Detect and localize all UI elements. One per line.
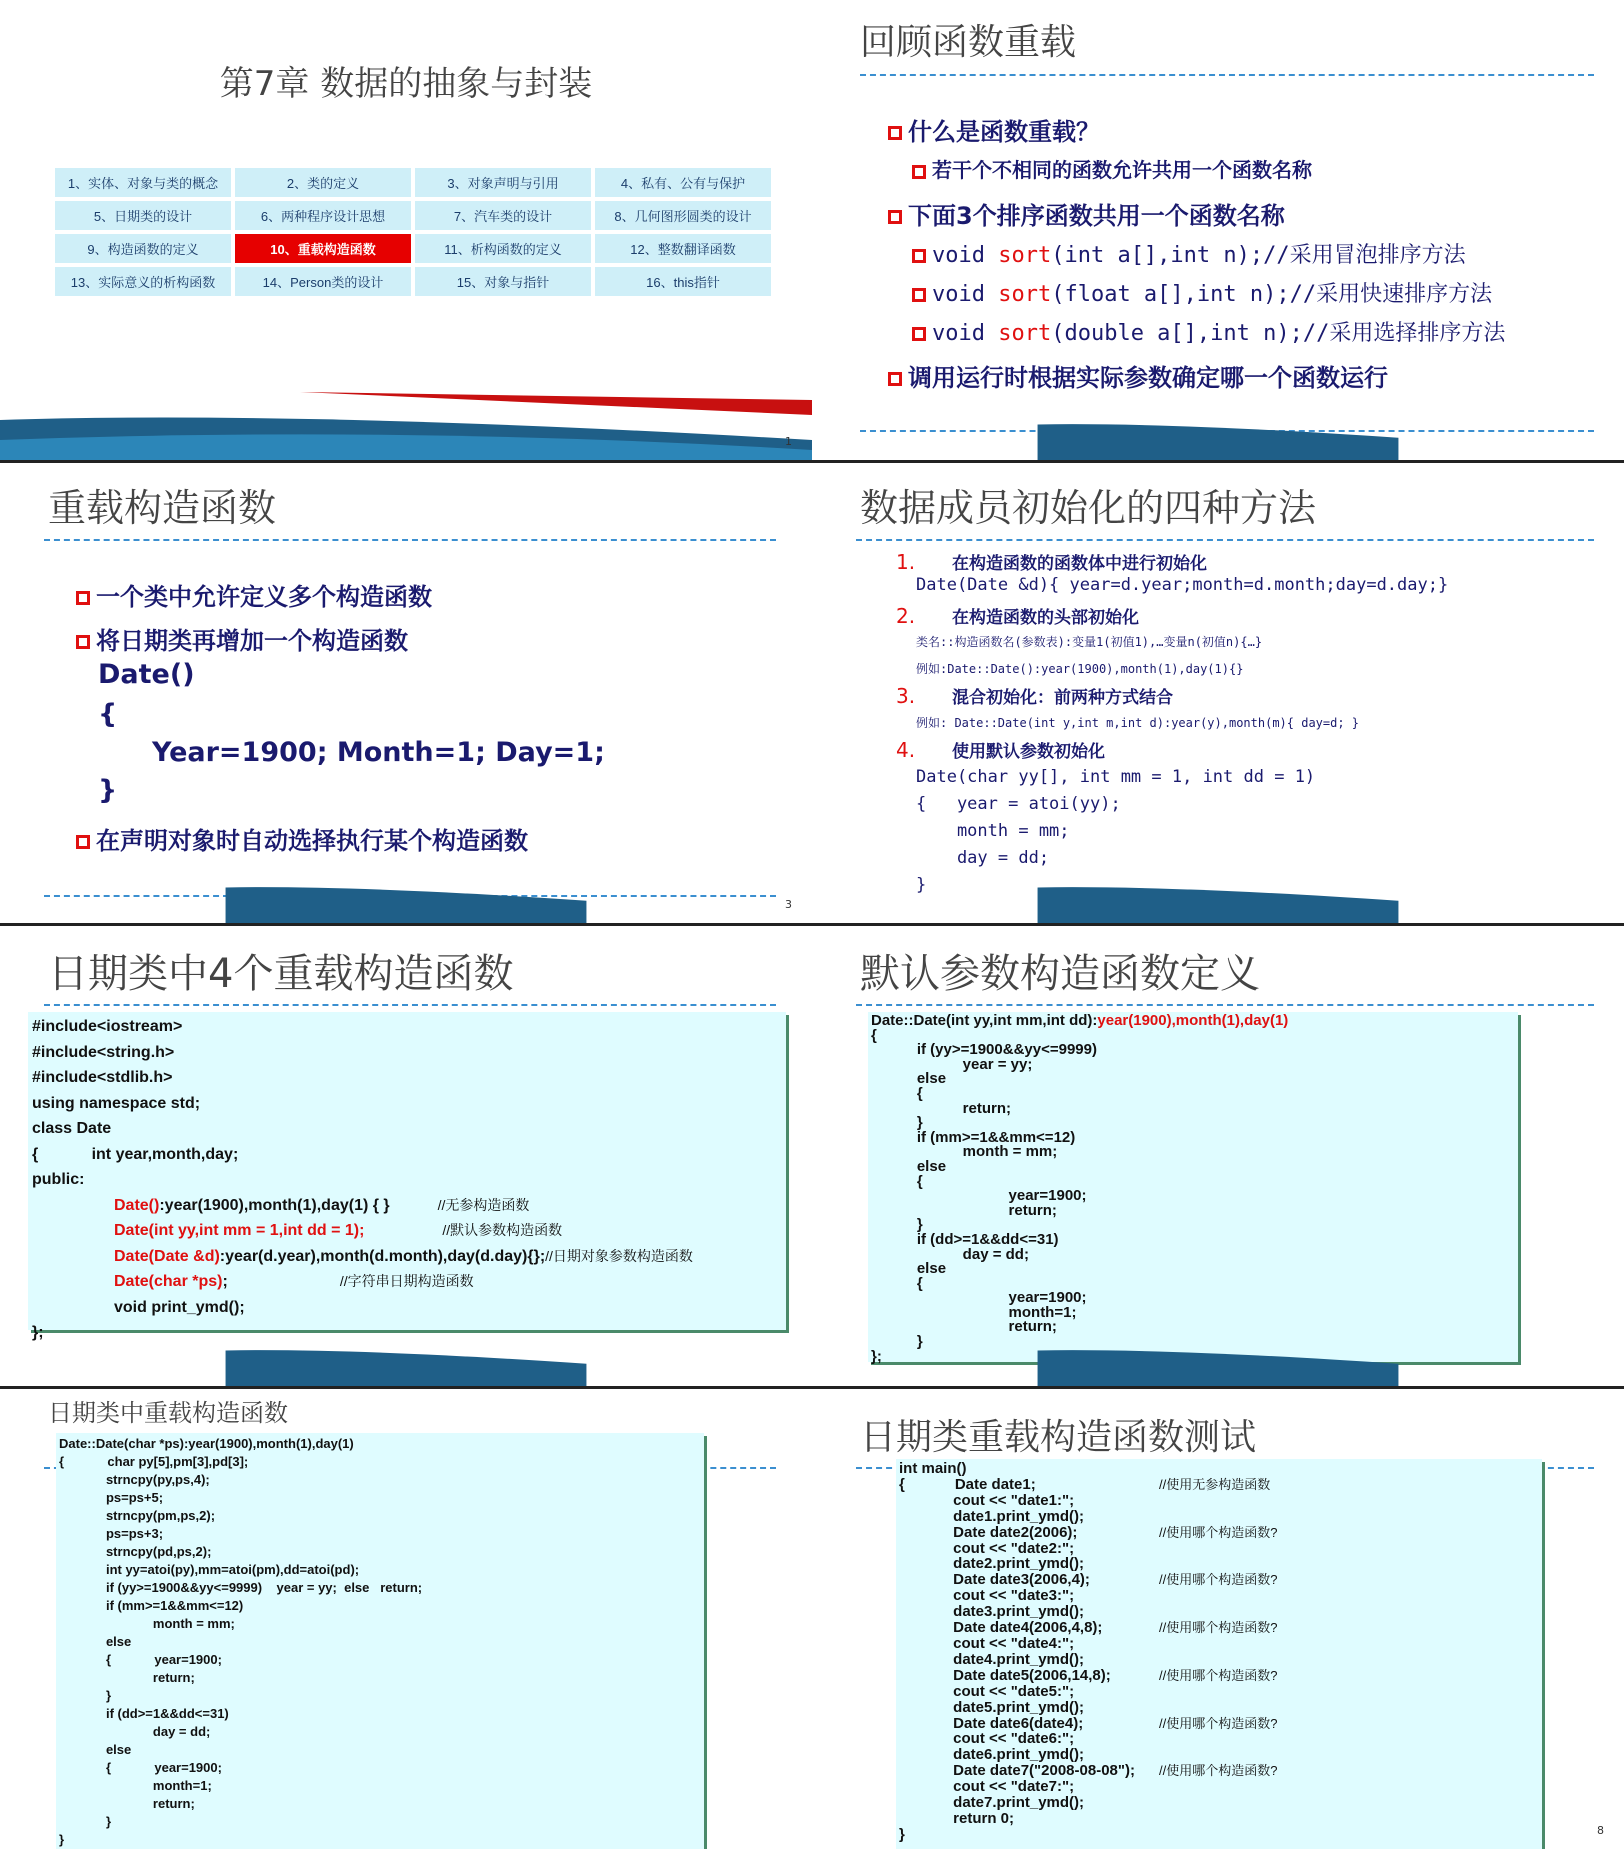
code-line <box>899 1525 1539 1541</box>
code-text: :year(1900),month(1),day(1) { } <box>159 1196 390 1214</box>
code-line: month=1; <box>871 1303 1077 1321</box>
code-line: ps=ps+3; <box>59 1526 164 1541</box>
code-line: } <box>916 875 927 895</box>
code-text: year(1900),month(1),day(1) <box>1097 1012 1289 1029</box>
comment-text: //使用哪个构造函数? <box>1159 1667 1278 1683</box>
code-line <box>899 1763 1539 1779</box>
toc-item[interactable]: 7、汽车类的设计 <box>415 201 591 230</box>
slide-title: 日期类中重载构造函数 <box>48 1399 288 1427</box>
divider <box>44 539 776 541</box>
slide-8[interactable] <box>812 1389 1624 1849</box>
toc-item[interactable]: 1、实体、对象与类的概念 <box>55 168 231 197</box>
code-text: 例如:Date::Date():year(1900),month(1),day(1){} <box>916 662 1244 676</box>
bullet-text: 在声明对象时自动选择执行某个构造函数 <box>96 827 528 855</box>
slide-footer-wave <box>812 420 1624 460</box>
code-line <box>899 1700 1539 1716</box>
toc-item[interactable]: 13、实际意义的析构函数 <box>55 267 231 296</box>
slide-footer-wave <box>812 883 1624 923</box>
item-number: 3. <box>896 684 916 708</box>
slide-footer-wave <box>0 370 812 460</box>
code-line: Date(char yy[], int mm = 1, int dd = 1) <box>916 767 1316 787</box>
code-line <box>899 1811 1539 1827</box>
comment-text: //使用哪个构造函数? <box>1159 1572 1278 1588</box>
method-3 <box>896 683 1448 710</box>
comment-text: //使用无参构造函数 <box>1159 1476 1271 1492</box>
code-line <box>899 1477 1539 1493</box>
code-line: if (yy>=1900&&yy<=9999) <box>871 1041 1097 1059</box>
code-line: month = mm; <box>871 1143 1058 1161</box>
bullet-2 <box>76 621 408 656</box>
code-line <box>899 1541 1539 1557</box>
square-bullet-icon <box>888 210 902 224</box>
divider <box>856 539 1594 541</box>
toc-item[interactable]: 12、整数翻译函数 <box>595 234 771 263</box>
slide-title: 回顾函数重载 <box>860 22 1077 63</box>
code-text: (float a[],int n);//采用快速排序方法 <box>1051 282 1493 307</box>
comment-text: //默认参数构造函数 <box>442 1222 563 1238</box>
code-row <box>32 1218 782 1244</box>
code-text: void <box>932 243 999 268</box>
code-text: int main() <box>899 1460 967 1477</box>
code-text: cout << "date4:"; <box>899 1634 1075 1652</box>
code-line: #include<stdlib.h> <box>32 1069 173 1086</box>
code-line <box>899 1556 1539 1572</box>
method-4 <box>896 737 1448 764</box>
slide-2[interactable] <box>812 0 1624 460</box>
bullet-1a <box>912 154 1312 183</box>
slide-footer-wave <box>0 1346 812 1386</box>
toc-item[interactable]: 3、对象声明与引用 <box>415 168 591 197</box>
comment-text: //使用哪个构造函数? <box>1159 1524 1278 1540</box>
comment-text: //使用哪个构造函数? <box>1159 1620 1278 1636</box>
code-line: { <box>871 1172 923 1190</box>
code-text: cout << "date7:"; <box>899 1778 1075 1796</box>
bullet-text: 一个类中允许定义多个构造函数 <box>96 583 432 611</box>
code-line: } <box>59 1832 65 1847</box>
toc-item[interactable]: 14、Person类的设计 <box>235 267 411 296</box>
code-line: if (mm>=1&&mm<=12) <box>871 1128 1076 1146</box>
code-line: day = dd; <box>59 1724 211 1739</box>
comment-text: //使用哪个构造函数? <box>1159 1763 1278 1779</box>
square-bullet-icon <box>888 372 902 386</box>
code-text: Date(int yy,int mm = 1,int dd = 1); <box>114 1222 365 1239</box>
code-text: cout << "date6:"; <box>899 1730 1075 1748</box>
code-text: Date date2(2006); <box>899 1523 1078 1541</box>
item-heading: 使用默认参数初始化 <box>952 742 1105 762</box>
code-line <box>899 1604 1539 1620</box>
code-line: } <box>871 1114 923 1132</box>
code-line <box>899 1620 1539 1636</box>
code-text: date7.print_ymd(); <box>899 1794 1085 1812</box>
toc-item[interactable]: 5、日期类的设计 <box>55 201 231 230</box>
code-text: cout << "date3:"; <box>899 1587 1075 1605</box>
code-text: cout << "date2:"; <box>899 1539 1075 1557</box>
slide-title: 第7章 数据的抽象与封装 <box>219 64 593 104</box>
bullet-1 <box>888 112 1100 147</box>
code-row: void print_ymd(); <box>114 1298 245 1316</box>
code-line: { <box>871 1274 923 1292</box>
bullet-3 <box>76 821 528 856</box>
divider <box>856 1004 1594 1006</box>
code-line: if (dd>=1&&dd<=31) <box>871 1230 1059 1248</box>
code-row <box>32 1193 782 1219</box>
code-text: cout << "date1:"; <box>899 1491 1075 1509</box>
code-head <box>871 1014 1515 1029</box>
code-text: } <box>899 1825 905 1843</box>
method-1 <box>896 549 1448 575</box>
code-line: } <box>871 1216 923 1234</box>
slide-title: 重载构造函数 <box>48 486 277 530</box>
code-line <box>899 1827 1539 1843</box>
code-line: else <box>871 1157 947 1175</box>
code-line: int yy=atoi(py),mm=atoi(pm),dd=atoi(pd); <box>59 1562 360 1577</box>
divider <box>44 1004 776 1006</box>
code-l2: { <box>98 699 118 730</box>
code-line: }; <box>871 1347 882 1365</box>
code-line-3 <box>912 316 1505 347</box>
code-text: Date date6(date4); <box>899 1714 1084 1732</box>
code-text: date3.print_ymd(); <box>899 1603 1085 1621</box>
code-line: { <box>871 1026 877 1044</box>
slide-3[interactable] <box>0 463 812 923</box>
code-text: date4.print_ymd(); <box>899 1650 1085 1668</box>
square-bullet-icon <box>912 249 926 263</box>
bullet-3 <box>888 358 1388 393</box>
code-block <box>896 764 1448 899</box>
code-line: month = mm; <box>916 821 1070 841</box>
code-line <box>899 1795 1539 1811</box>
code-line <box>899 1747 1539 1763</box>
code-text: void <box>932 321 999 346</box>
code-line: year = yy; <box>871 1055 1033 1073</box>
item-heading: 在构造函数的函数体中进行初始化 <box>952 554 1207 574</box>
code-text: (double a[],int n);//采用选择排序方法 <box>1051 321 1506 346</box>
code-line: ps=ps+5; <box>59 1490 164 1505</box>
code-text: date5.print_ymd(); <box>899 1698 1085 1716</box>
code-text: return 0; <box>899 1809 1015 1827</box>
code-line: month = mm; <box>59 1616 235 1631</box>
code-line: using namespace std; <box>32 1094 201 1112</box>
bullet-text: 什么是函数重载？ <box>908 118 1100 146</box>
code-line: if (yy>=1900&&yy<=9999) year = yy; else return; <box>59 1580 423 1595</box>
code-text: ; <box>222 1273 228 1290</box>
code-line: strncpy(pm,ps,2); <box>59 1508 216 1523</box>
square-bullet-icon <box>76 635 90 649</box>
code-l3: Year=1900; Month=1; Day=1; <box>152 737 605 768</box>
code-text: Date(Date &d){ year=d.year;month=d.month;day=d.day;} <box>916 575 1449 595</box>
code-text: sort <box>998 321 1052 346</box>
slide-title: 日期类重载构造函数测试 <box>860 1417 1257 1458</box>
square-bullet-icon <box>76 591 90 605</box>
code-line: day = dd; <box>871 1245 1029 1263</box>
code-text: date1.print_ymd(); <box>899 1507 1085 1525</box>
code-line <box>899 1779 1539 1795</box>
code-line: { year=1900; <box>59 1652 222 1667</box>
toc-item[interactable]: 2、类的定义 <box>235 168 411 197</box>
code-lines <box>59 1435 701 1849</box>
code-text: sort <box>998 282 1052 307</box>
code-line <box>899 1509 1539 1525</box>
square-bullet-icon <box>912 288 926 302</box>
slide-4[interactable] <box>812 463 1624 923</box>
code-line: } <box>59 1814 112 1829</box>
page-number: 1 <box>785 435 792 448</box>
code-line: if (mm>=1&&mm<=12) <box>59 1598 244 1613</box>
code-line <box>899 1731 1539 1747</box>
slide-title: 日期类中4个重载构造函数 <box>48 951 514 997</box>
square-bullet-icon <box>76 835 90 849</box>
code-line <box>899 1493 1539 1509</box>
code-line: if (dd>=1&&dd<=31) <box>59 1706 229 1721</box>
slide-footer-wave <box>0 883 812 923</box>
code-text: Date(char *ps) <box>114 1273 223 1290</box>
code-line: else <box>59 1742 132 1757</box>
code-line <box>899 1684 1539 1700</box>
code-line: else <box>871 1070 947 1088</box>
item-number: 4. <box>896 738 916 762</box>
code-line: else <box>59 1634 132 1649</box>
code-line: return; <box>59 1796 195 1811</box>
square-bullet-icon <box>912 327 926 341</box>
code-line: #include<string.h> <box>32 1043 175 1061</box>
slide-title: 数据成员初始化的四种方法 <box>860 486 1317 530</box>
code-line: public: <box>32 1171 85 1188</box>
code-text: date6.print_ymd(); <box>899 1746 1085 1764</box>
code-line <box>899 1636 1539 1652</box>
comment-text: //使用哪个构造函数? <box>1159 1715 1278 1731</box>
code-line <box>899 1572 1539 1588</box>
code-lines <box>899 1461 1539 1843</box>
code-text: Date() <box>114 1196 160 1214</box>
code-box <box>56 1433 704 1849</box>
comment-text: //字符串日期构造函数 <box>339 1273 474 1289</box>
code-line: class Date <box>32 1120 112 1137</box>
code-text: Date date3(2006,4); <box>899 1571 1090 1589</box>
comment-text: //日期对象参数构造函数 <box>545 1247 693 1264</box>
code-line: } <box>59 1688 112 1703</box>
slide-6[interactable] <box>812 926 1624 1386</box>
toc-item[interactable]: 15、对象与指针 <box>415 267 591 296</box>
code-line: { char py[5],pm[3],pd[3]; <box>59 1454 249 1469</box>
code-text: :year(d.year),month(d.month),day(d.day){}; <box>219 1247 546 1265</box>
code-line <box>899 1588 1539 1604</box>
code-line: { <box>871 1084 923 1102</box>
code-line: #include<iostream> <box>32 1018 183 1035</box>
code-l4: } <box>98 775 118 806</box>
item-heading: 混合初始化：前两种方式结合 <box>952 688 1173 708</box>
code-line: { year=1900; <box>59 1760 222 1775</box>
bullet-text: 下面3个排序函数共用一个函数名称 <box>908 202 1285 230</box>
slide-7[interactable] <box>0 1389 812 1849</box>
code-text: sort <box>998 243 1052 268</box>
code-text: Date date4(2006,4,8); <box>899 1619 1103 1637</box>
toc-grid <box>55 168 771 296</box>
comment-text: //无参构造函数 <box>437 1196 530 1213</box>
code-line: Date::Date(char *ps):year(1900),month(1),day(1) <box>59 1436 354 1451</box>
page-number: 8 <box>1597 1824 1604 1837</box>
code-line: { int year,month,day; <box>32 1145 239 1163</box>
code-line <box>899 1461 1539 1477</box>
code-line <box>899 1652 1539 1668</box>
slide-footer-wave <box>812 1346 1624 1386</box>
code-text: Date::Date(int yy,int mm,int dd): <box>871 1012 1098 1029</box>
code-text: date2.print_ymd(); <box>899 1555 1085 1573</box>
toc-item[interactable]: 9、构造函数的定义 <box>55 234 231 263</box>
item-number: 1. <box>896 550 916 574</box>
square-bullet-icon <box>912 165 926 179</box>
code-row <box>32 1244 782 1270</box>
code-box <box>896 1459 1542 1849</box>
code-line <box>899 1716 1539 1732</box>
slide-5[interactable] <box>0 926 812 1386</box>
bullet-2 <box>888 196 1285 231</box>
bullet-text: 将日期类再增加一个构造函数 <box>96 627 408 655</box>
code-line: year=1900; <box>871 1289 1087 1307</box>
code-text: void <box>932 282 999 307</box>
code-text: 例如: Date::Date(int y,int m,int d):year(y),month(m){ day=d; } <box>916 716 1360 730</box>
methods-list <box>896 549 1448 899</box>
item-heading: 在构造函数的头部初始化 <box>952 608 1139 628</box>
code-text: { Date date1; <box>899 1475 1036 1493</box>
code-line: return; <box>871 1099 1012 1117</box>
code-text: Date date5(2006,14,8); <box>899 1666 1111 1684</box>
slide-title: 默认参数构造函数定义 <box>860 951 1260 997</box>
code-line: strncpy(py,ps,4); <box>59 1472 210 1487</box>
bullet-1 <box>76 577 432 612</box>
code-l1: Date() <box>98 659 195 690</box>
toc-item[interactable]: 11、析构函数的定义 <box>415 234 591 263</box>
code-line-1 <box>912 238 1466 269</box>
code-box <box>28 1012 786 1341</box>
code-line: day = dd; <box>916 848 1050 868</box>
code-text: (int a[],int n);//采用冒泡排序方法 <box>1051 243 1466 268</box>
code-text: cout << "date5:"; <box>899 1682 1075 1700</box>
code-row: }; <box>32 1324 44 1341</box>
code-box <box>868 1012 1518 1365</box>
page-number: 3 <box>785 898 792 911</box>
toc-item[interactable]: 8、几何图形圆类的设计 <box>595 201 771 230</box>
code-text: 类名::构造函数名(参数表):变量1(初值1),…变量n(初值n){…} <box>916 635 1263 649</box>
code-lines <box>871 1026 1515 1365</box>
code-line: else <box>871 1260 947 1278</box>
toc-item[interactable]: 16、this指针 <box>595 267 771 296</box>
code-text: Date(Date &d) <box>114 1247 220 1265</box>
item-number: 2. <box>896 604 916 628</box>
bullet-text: 调用运行时根据实际参数确定哪一个函数运行 <box>908 364 1388 392</box>
code-text: Date date7("2008-08-08"); <box>899 1762 1135 1780</box>
code-line: return; <box>59 1670 195 1685</box>
code-line: } <box>871 1333 923 1351</box>
code-lines <box>32 1014 782 1193</box>
code-line: year=1900; <box>871 1187 1087 1205</box>
toc-item[interactable]: 6、两种程序设计思想 <box>235 201 411 230</box>
slide-1[interactable] <box>0 0 812 460</box>
code-line: strncpy(pd,ps,2); <box>59 1544 212 1559</box>
bullet-text: 若干个不相同的函数允许共用一个函数名称 <box>932 158 1312 182</box>
code-line-2 <box>912 277 1492 308</box>
code-line <box>899 1668 1539 1684</box>
toc-item[interactable]: 4、私有、公有与保护 <box>595 168 771 197</box>
divider <box>860 74 1594 76</box>
code-line: return; <box>871 1201 1057 1219</box>
code-row <box>32 1269 782 1295</box>
method-2 <box>896 603 1448 629</box>
code-line: month=1; <box>59 1778 212 1793</box>
toc-item[interactable]: 10、重载构造函数 <box>235 234 411 263</box>
square-bullet-icon <box>888 126 902 140</box>
code-line: return; <box>871 1318 1057 1336</box>
code-line: { year = atoi(yy); <box>916 794 1121 814</box>
